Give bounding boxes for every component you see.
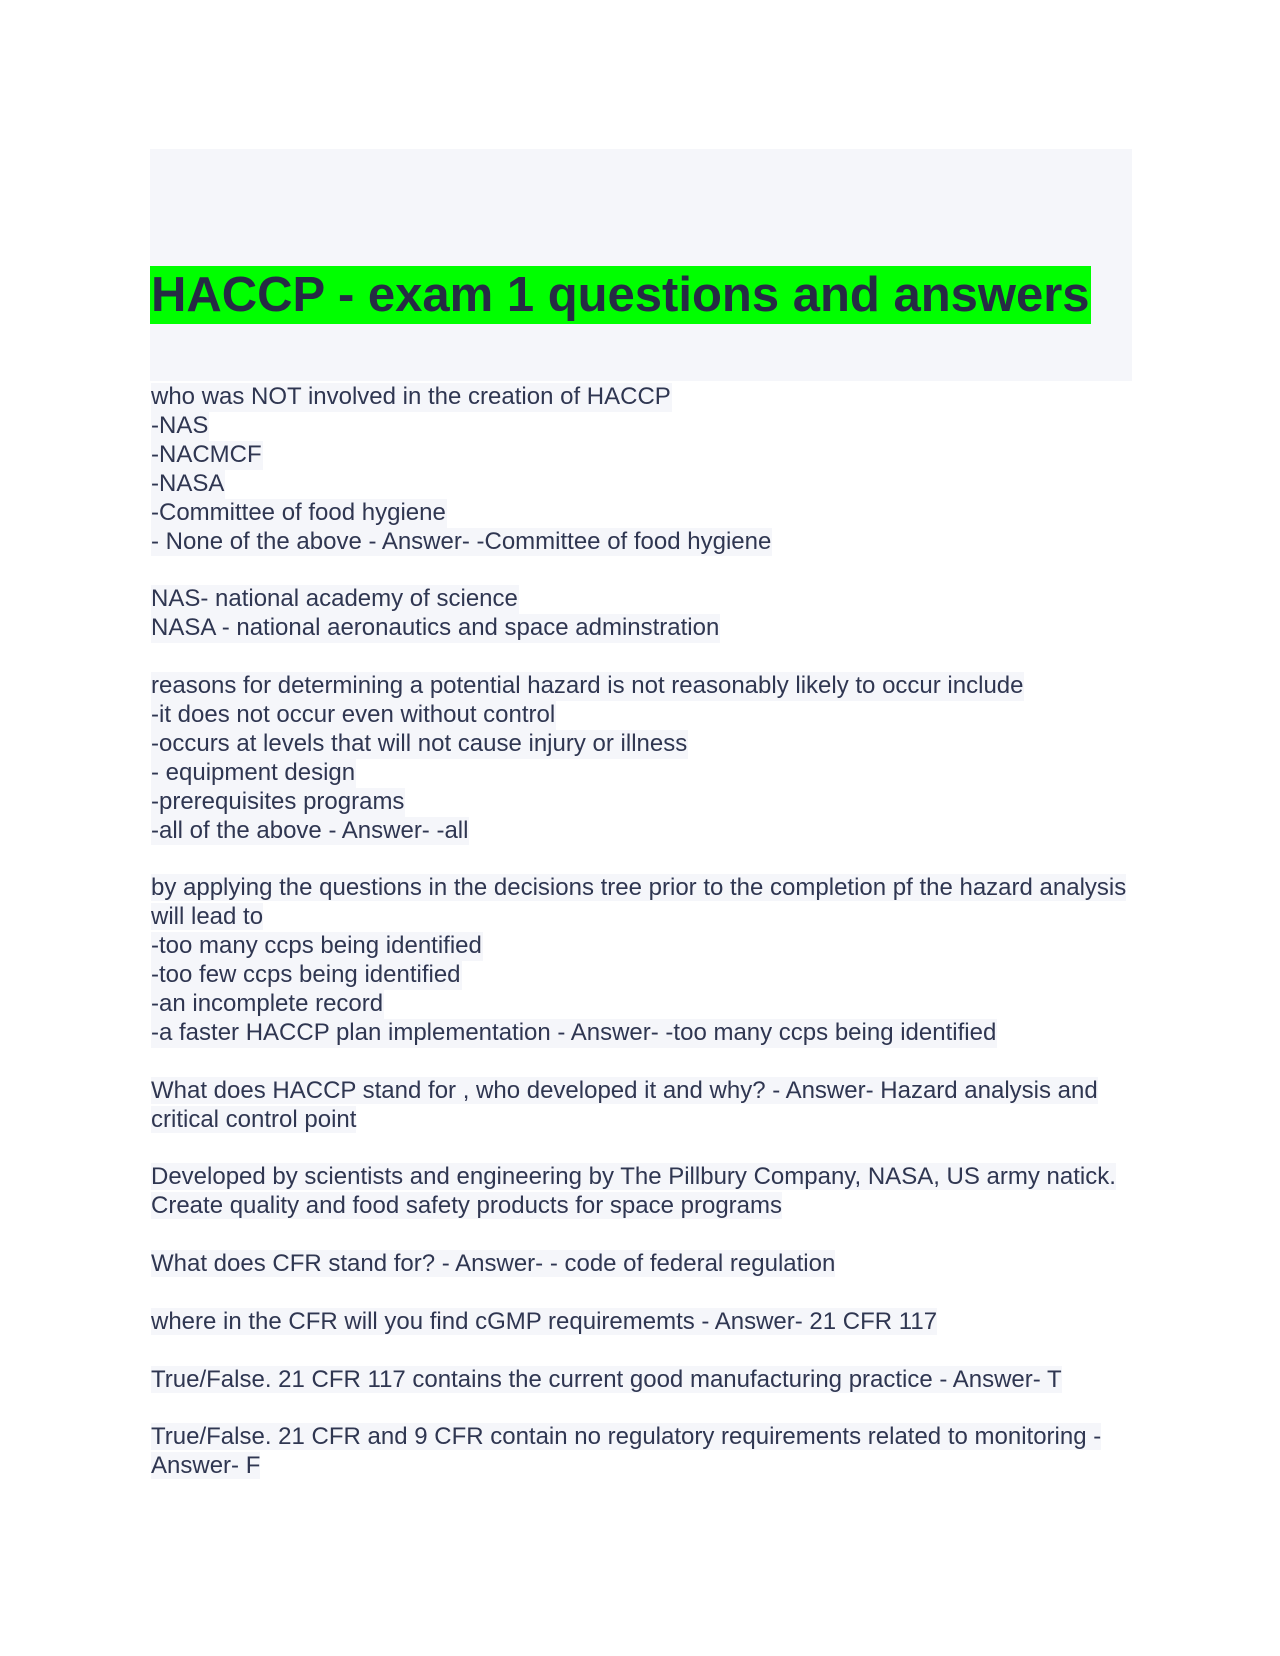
question-1-note [151,585,1131,643]
question-text: who was NOT involved in the creation of HACCP [151,383,671,410]
question-2 [151,672,1131,845]
title-block [150,149,1132,381]
answer-option: -NACMCF [151,440,262,468]
question-answer-text: What does CFR stand for? - Answer- - code of federal regulation [151,1250,836,1278]
answer-option: -occurs at levels that will not cause injury or illness [151,729,688,757]
answer-option: -prerequisites programs [151,787,405,815]
answer-option: -an incomplete record [151,989,384,1017]
note-line: NAS- national academy of science [151,585,518,613]
question-answer-text: True/False. 21 CFR 117 contains the current good manufacturing practice - Answer- T [151,1365,1062,1393]
question-1 [151,383,1131,556]
question-answer-text: What does HACCP stand for , who developed it and why? - Answer- Hazard analysis and critical control point [151,1076,1098,1133]
note-text: Developed by scientists and engineering by The Pillbury Company, NASA, US army natick. Create quality and food safety products for space programs [151,1163,1116,1220]
answer-line: - None of the above - Answer- -Committee of food hygiene [151,527,772,555]
answer-option: -it does not occur even without control [151,700,556,728]
answer-option: -Committee of food hygiene [151,498,446,526]
question-text: reasons for determining a potential hazard is not reasonably likely to occur include [151,672,1024,700]
question-8 [151,1423,1131,1481]
document-title: HACCP - exam 1 questions and answers [151,268,1090,322]
document-body [151,383,1131,1510]
question-5 [151,1250,1131,1279]
question-4-note [151,1163,1131,1221]
answer-line: -all of the above - Answer- -all [151,816,469,844]
question-4 [151,1077,1131,1135]
note-line: NASA - national aeronautics and space adminstration [151,614,720,642]
answer-option: -NAS [151,411,209,439]
answer-option: -NASA [151,469,225,497]
question-text: by applying the questions in the decisions tree prior to the completion pf the hazard analysis will lead to [151,874,1127,931]
question-6 [151,1308,1131,1337]
question-answer-text: where in the CFR will you find cGMP requirememts - Answer- 21 CFR 117 [151,1307,938,1335]
answer-option: - equipment design [151,758,356,786]
question-answer-text: True/False. 21 CFR and 9 CFR contain no regulatory requirements related to monitoring - Answer- F [151,1423,1102,1480]
question-7 [151,1366,1131,1395]
answer-option: -too many ccps being identified [151,932,482,960]
answer-option: -too few ccps being identified [151,961,461,989]
answer-line: -a faster HACCP plan implementation - Answer- -too many ccps being identified [151,1018,997,1046]
question-3 [151,874,1131,1047]
